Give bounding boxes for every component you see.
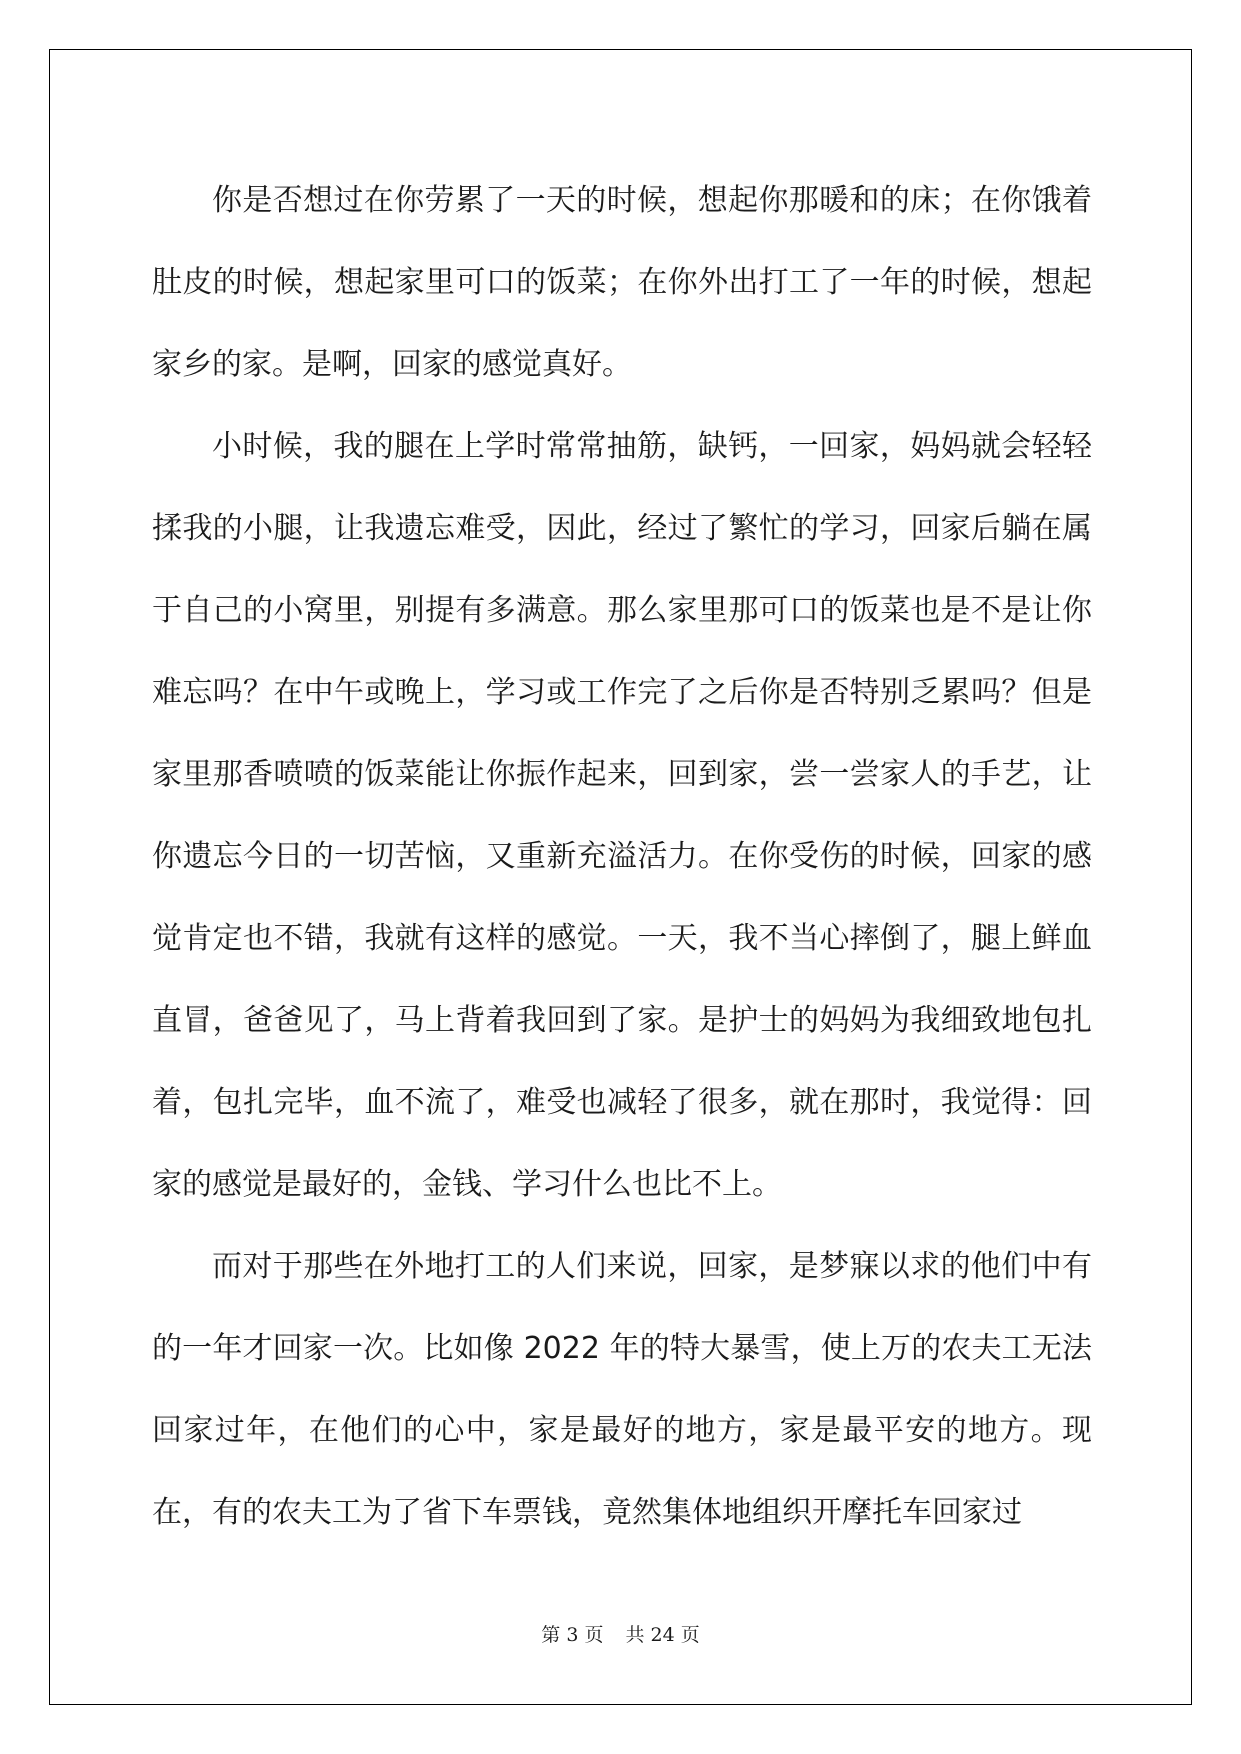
paragraph-1: 你是否想过在你劳累了一天的时候，想起你那暖和的床；在你饿着肚皮的时候，想起家里可口的饭菜；在你外出打工了一年的时候，想起家乡的家。是啊，回家的感觉真好。 <box>152 183 1092 382</box>
document-body <box>152 160 1092 1554</box>
page-footer <box>0 1620 1241 1647</box>
paragraph-2: 小时候，我的腿在上学时常常抽筋，缺钙，一回家，妈妈就会轻轻揉我的小腿，让我遗忘难受，因此，经过了繁忙的学习，回家后躺在属于自己的小窝里，别提有多满意。那么家里那可口的饭菜也是不是让你难忘吗？在中午或晚上，学习或工作完了之后你是否特别乏累吗？但是家里那香喷喷的饭菜能让你振作起来，回到家，尝一尝家人的手艺，让你遗忘今日的一切苦恼，又重新充溢活力。在你受伤的时候，回家的感觉肯定也不错，我就有这样的感觉。一天，我不当心摔倒了，腿上鲜血直冒，爸爸见了，马上背着我回到了家。是护士的妈妈为我细致地包扎着，包扎完毕，血不流了，难受也减轻了很多，就在那时，我觉得：回家的感觉是最好的，金钱、学习什么也比不上。 <box>152 429 1092 1202</box>
page-number: 第 3 页 <box>541 1624 604 1646</box>
paragraph-3: 而对于那些在外地打工的人们来说，回家，是梦寐以求的他们中有的一年才回家一次。比如像 2022 年的特大暴雪，使上万的农夫工无法回家过年，在他们的心中，家是最好的地方，家是最平安的地方。现在，有的农夫工为了省下车票钱，竟然集体地组织开摩托车回家过 <box>152 1249 1092 1530</box>
page-total: 共 24 页 <box>625 1624 700 1646</box>
